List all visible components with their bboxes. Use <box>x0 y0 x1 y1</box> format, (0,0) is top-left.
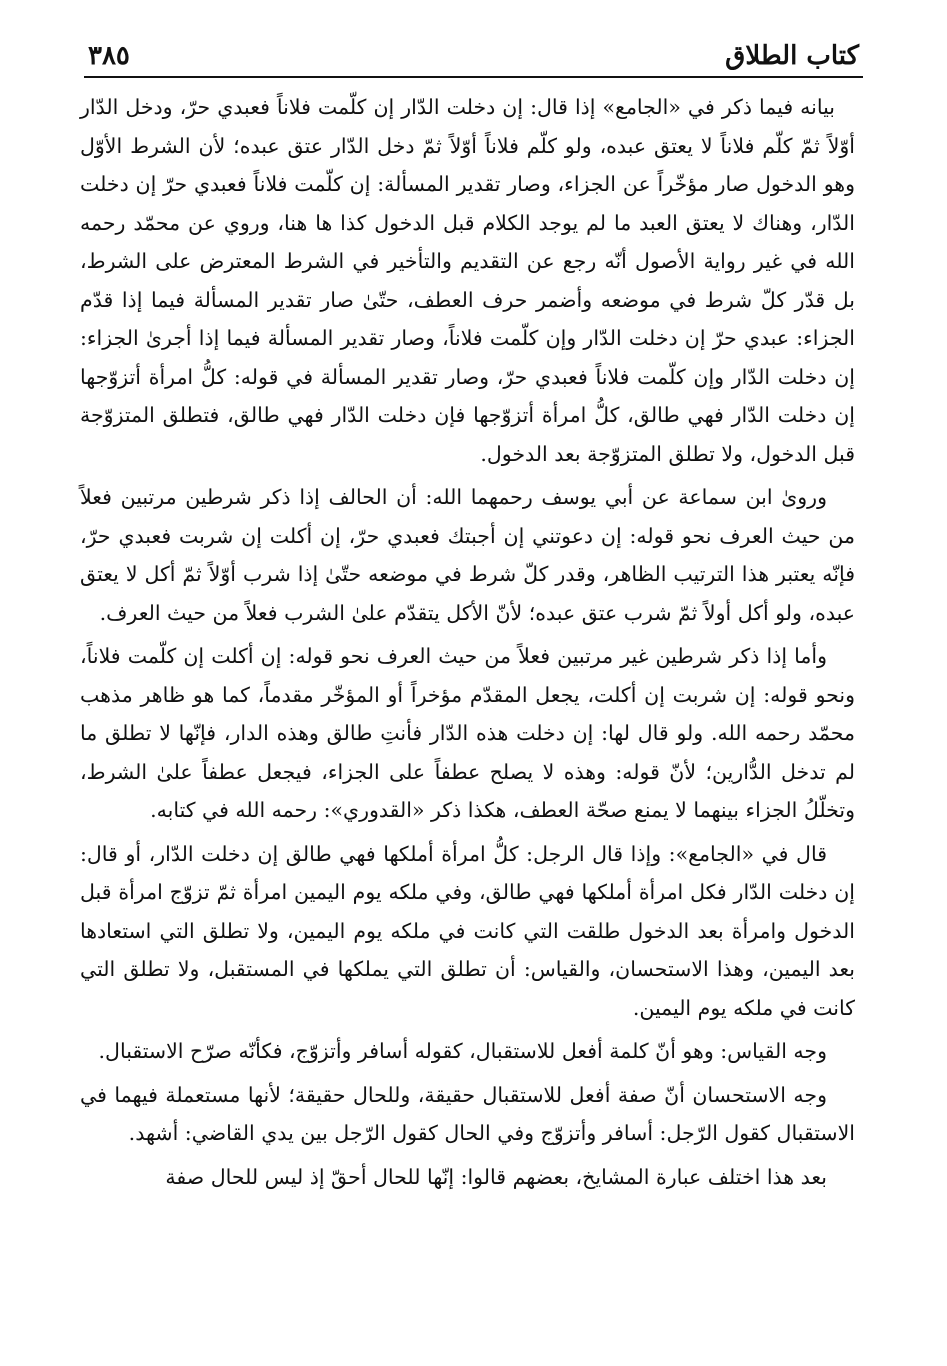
page-number: ٣٨٥ <box>88 41 130 71</box>
paragraph: بعد هذا اختلف عبارة المشايخ، بعضهم قالوا: إنّها للحال أحقّ إذ ليس للحال صفة <box>165 1164 827 1189</box>
body-text <box>80 88 855 1201</box>
book-title: كتاب الطلاق <box>725 41 859 71</box>
paragraph: وأما إذا ذكر شرطين غير مرتبين فعلاً من حيث العرف نحو قوله: إن أكلت إن كلّمت فلاناً، ونحو قوله: إن شربت إن أكلت، يجعل المقدّم مؤخراً أو المؤخّر مقدماً، كما هو ظاهر مذهب محمّد رحمه الله. ولو قال لها: إن دخلت هذه الدّار فأنتِ طالق وهذه الدار، فإنّها لا تطلق ما لم تدخل الدُّارين؛ لأنّ قوله: وهذه لا يصلح عطفاً على الجزاء، فيجعل عطفاً علىٰ الشرط، وتخلّلُ الجزاء بينهما لا يمنع صحّة العطف، هكذا ذكر «القدوري»: رحمه الله في كتابه. <box>80 644 855 822</box>
running-header <box>88 28 859 72</box>
header-rule <box>84 76 863 78</box>
paragraph: بيانه فيما ذكر في «الجامع» إذا قال: إن دخلت الدّار إن كلّمت فلاناً فعبدي حرّ، ودخل الدّار أوّلاً ثمّ كلّم فلاناً لا يعتق عبده، ولو كلّم فلاناً أوّلاً ثمّ دخل الدّار عتق عبده؛ لأن الشرط الأوّل وهو الدخول صار مؤخّراً عن الجزاء، وصار تقدير المسألة: إن كلّمت فلاناً فعبدي حرّ إن دخلت الدّار، وهناك لا يعتق العبد ما لم يوجد الكلام قبل الدخول كذا ها هنا، وروي عن محمّد رحمه الله في غير رواية الأصول أنّه رجع عن التقديم والتأخير في الشرط المعترض على الشرط، بل قدّر كلّ شرط في موضعه وأضمر حرف العطف، حتّىٰ صار تقدير المسألة فيما إذا قدّم الجزاء: عبدي حرّ إن دخلت الدّار وإن كلّمت فلاناً، وصار تقدير المسألة فيما إذا أجرىٰ الجزاء: إن دخلت الدّار وإن كلّمت فلاناً فعبدي حرّ، وصار تقدير المسألة في قوله: كلُّ امرأة أتزوّجها إن دخلت الدّار فهي طالق، كلُّ امرأة أتزوّجها فإن دخلت الدّار فهي طالق، فتطلق المتزوّجة قبل الدخول، ولا تطلق المتزوّجة بعد الدخول. <box>80 95 855 466</box>
paragraph: وروىٰ ابن سماعة عن أبي يوسف رحمهما الله: أن الحالف إذا ذكر شرطين مرتبين فعلاً من حيث العرف نحو قوله: إن دعوتني إن أجبتك فعبدي حرّ، إن أكلت إن شربت فعبدي حرّ، فإنّه يعتبر هذا الترتيب الظاهر، وقدر كلّ شرط في موضعه حتّىٰ إذا شرب أوّلاً ثمّ أكل لا يعتق عبده، ولو أكل أولاً ثمّ شرب عتق عبده؛ لأنّ الأكل يتقدّم علىٰ الشرب فعلاً من حيث العرف. <box>80 485 855 625</box>
paragraph: وجه القياس: وهو أنّ كلمة أفعل للاستقبال، كقوله أسافر وأتزوّج، فكأنّه صرّح الاستقبال. <box>98 1039 827 1063</box>
paragraph: قال في «الجامع»: وإذا قال الرجل: كلُّ امرأة أملكها فهي طالق إن دخلت الدّار، أو قال: إن دخلت الدّار فكل امرأة أملكها فهي طالق، وفي ملكه يوم اليمين امرأة ثمّ تزوّج امرأة قبل الدخول وامرأة بعد الدخول طلقت التي كانت في ملكه يوم اليمين، ولا تطلق التي استعادها بعد اليمين، وهذا الاستحسان، والقياس: أن تطلق التي يملكها في المستقبل، ولا تطلق التي كانت في ملكه يوم اليمين. <box>80 841 855 1020</box>
paragraph: وجه الاستحسان أنّ صفة أفعل للاستقبال حقيقة، وللحال حقيقة؛ لأنها مستعملة فيهما في الاستقبال كقول الرّجل: أسافر وأتزوّج وفي الحال كقول الرّجل بين يدي القاضي: أشهد. <box>80 1082 855 1145</box>
